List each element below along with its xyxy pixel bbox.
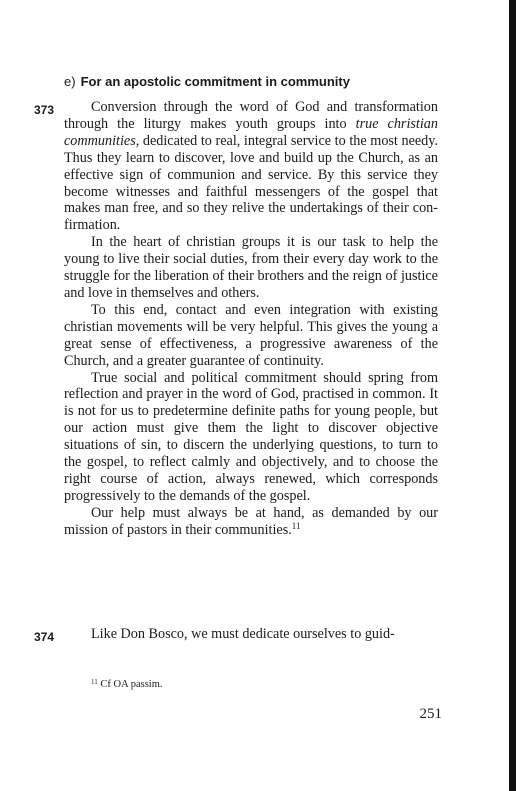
paragraph-1-text-a: Conversion through the word of God and transformation through the liturgy makes youth groups into [64,99,438,132]
page-edge-bar [509,0,516,791]
footnote-mark: 11 [91,678,98,686]
footnote-text: Cf OA passim. [100,679,163,690]
margin-number-373: 373 [34,103,55,117]
footnote-ref[interactable]: 11 [291,520,301,531]
paragraph-6: Like Don Bosco, we must dedicate ourselves to guid- [91,626,395,642]
paragraph-1-italic: true christian communities [64,115,438,149]
paragraph-3: To this end, contact and even integration with existing christian movements will be very helpful. This gives the young a great sense of effectiveness, a progressive awareness of the Church, and a greater guarantee of continuity. [64,301,438,369]
page-number: 251 [419,706,442,722]
footnote [91,679,163,690]
paragraph-5 [64,505,438,539]
section-heading [64,74,350,89]
paragraph-5-text: Our help must always be at hand, as demanded by our mission of pastors in their communities. [64,504,438,538]
section-letter: e) [64,74,76,89]
continuation-text-block [64,626,438,643]
paragraph-1-text-b: , dedicated to real, integral service to the most needy. Thus they learn to discover, love and build up the Church, as an effective sign of communion and service. By this service they become witnesses and faithful messengers of the gospel that makes man free, and so they relive the undertakings of their confirmation. [64,132,438,234]
main-text-block [64,99,438,539]
paragraph-2: In the heart of christian groups it is our task to help the young to live their social duties, from their every day work to the struggle for the liberation of their brothers and the reign of justice and love in themselves and others. [64,234,438,301]
section-title: For an apostolic commitment in community [80,74,350,89]
paragraph-1 [64,99,438,234]
margin-number-374: 374 [34,630,55,644]
paragraph-4: True social and political commitment should spring from reflection and prayer in the word of God, practised in common. It is not for us to predetermine definite paths for young people, but our action must give them the light to discover objective situations of sin, to discern the underlying questions, to turn to the gospel, to reflect calmly and objectively, and to choose the right course of action, always renewed, which corresponds progressively to the demands of the gospel. [64,369,438,504]
